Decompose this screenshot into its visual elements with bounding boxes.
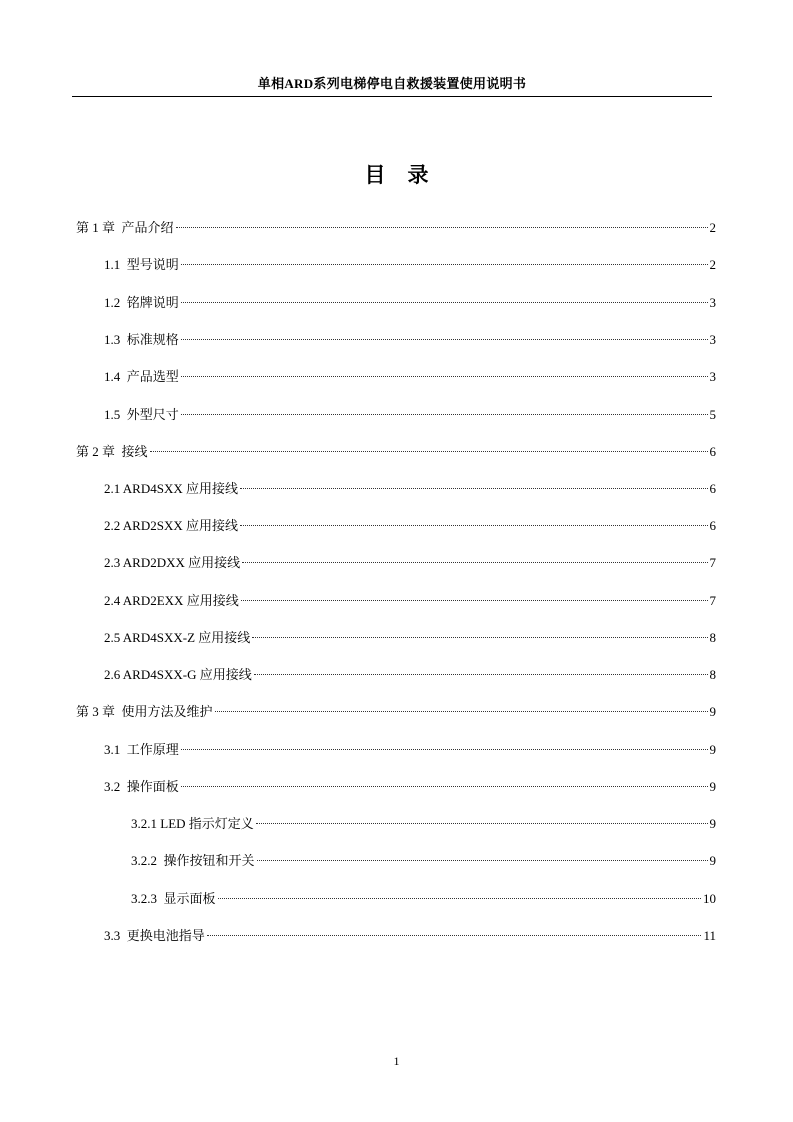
toc-entry-chapter-2[interactable] bbox=[76, 442, 716, 462]
toc-leader-dots bbox=[181, 786, 708, 787]
toc-leader-dots bbox=[181, 376, 708, 377]
toc-entry-label: 3.2.3 显示面板 bbox=[131, 891, 216, 906]
toc-entry-label: 第 1 章 产品介绍 bbox=[76, 220, 174, 235]
toc-leader-dots bbox=[150, 451, 708, 452]
toc-leader-dots bbox=[240, 488, 708, 489]
toc-leader-dots bbox=[176, 227, 708, 228]
toc-entry-chapter-3[interactable] bbox=[76, 702, 716, 722]
toc-entry-page: 9 bbox=[709, 779, 716, 794]
toc-entry-label: 2.4 ARD2EXX 应用接线 bbox=[104, 593, 239, 608]
toc-entry-page: 3 bbox=[709, 332, 716, 347]
toc-entry-label: 第 3 章 使用方法及维护 bbox=[76, 704, 213, 719]
toc-title: 目录 bbox=[364, 163, 451, 187]
toc-entry-label: 2.5 ARD4SXX-Z 应用接线 bbox=[104, 630, 251, 645]
toc-leader-dots bbox=[181, 749, 708, 750]
toc-entry-1-5[interactable] bbox=[104, 405, 716, 425]
toc-entry-label: 3.2.2 操作按钮和开关 bbox=[131, 853, 255, 868]
toc-leader-dots bbox=[242, 562, 707, 563]
toc-entry-label: 1.5 外型尺寸 bbox=[104, 407, 179, 422]
toc-entry-label: 1.2 铭牌说明 bbox=[104, 295, 179, 310]
toc-entry-3-2-1[interactable] bbox=[131, 814, 716, 834]
toc-leader-dots bbox=[240, 525, 708, 526]
toc-entry-1-4[interactable] bbox=[104, 367, 716, 387]
toc-leader-dots bbox=[181, 339, 708, 340]
toc-entry-3-2-3[interactable] bbox=[131, 889, 716, 909]
toc-leader-dots bbox=[207, 935, 702, 936]
toc-leader-dots bbox=[181, 414, 708, 415]
toc-entry-label: 1.4 产品选型 bbox=[104, 369, 179, 384]
toc-entry-page: 6 bbox=[709, 518, 716, 533]
toc-entry-3-2-2[interactable] bbox=[131, 851, 716, 871]
toc-entry-2-1[interactable] bbox=[104, 479, 716, 499]
toc-entry-page: 3 bbox=[709, 369, 716, 384]
toc-entry-label: 3.3 更换电池指导 bbox=[104, 928, 205, 943]
toc-entry-page: 6 bbox=[709, 444, 716, 459]
toc-entry-2-2[interactable] bbox=[104, 516, 716, 536]
toc-entry-1-3[interactable] bbox=[104, 330, 716, 350]
toc-leader-dots bbox=[241, 600, 708, 601]
toc-entry-page: 8 bbox=[709, 630, 716, 645]
toc-entry-label: 1.1 型号说明 bbox=[104, 257, 179, 272]
toc-leader-dots bbox=[257, 860, 708, 861]
toc-entry-2-4[interactable] bbox=[104, 591, 716, 611]
toc-entry-label: 2.6 ARD4SXX-G 应用接线 bbox=[104, 667, 252, 682]
toc-entry-label: 3.2 操作面板 bbox=[104, 779, 179, 794]
toc-leader-dots bbox=[181, 264, 708, 265]
page-header-title: 单相ARD系列电梯停电自救援装置使用说明书 bbox=[257, 76, 527, 91]
toc-entry-label: 3.1 工作原理 bbox=[104, 742, 179, 757]
toc-entry-page: 9 bbox=[709, 704, 716, 719]
toc-entry-page: 8 bbox=[709, 667, 716, 682]
footer-page-number: 1 bbox=[393, 1054, 400, 1068]
toc-entry-3-3[interactable] bbox=[104, 926, 716, 946]
toc-entry-page: 9 bbox=[709, 816, 716, 831]
toc-entry-chapter-1[interactable] bbox=[76, 218, 716, 238]
toc-leader-dots bbox=[252, 637, 707, 638]
toc-entry-label: 第 2 章 接线 bbox=[76, 444, 148, 459]
toc-entry-page: 11 bbox=[703, 928, 716, 943]
toc-leader-dots bbox=[181, 302, 708, 303]
toc-entry-page: 7 bbox=[709, 555, 716, 570]
toc-entry-page: 7 bbox=[709, 593, 716, 608]
toc-entry-2-6[interactable] bbox=[104, 665, 716, 685]
toc-entry-label: 2.1 ARD4SXX 应用接线 bbox=[104, 481, 238, 496]
toc-entry-1-1[interactable] bbox=[104, 255, 716, 275]
toc-entry-page: 9 bbox=[709, 742, 716, 757]
toc-entry-1-2[interactable] bbox=[104, 293, 716, 313]
toc-entry-label: 3.2.1 LED 指示灯定义 bbox=[131, 816, 254, 831]
toc-entry-page: 2 bbox=[709, 220, 716, 235]
toc-entry-3-2[interactable] bbox=[104, 777, 716, 797]
toc-entry-3-1[interactable] bbox=[104, 740, 716, 760]
toc-leader-dots bbox=[215, 711, 708, 712]
toc-entry-page: 3 bbox=[709, 295, 716, 310]
toc-entry-page: 5 bbox=[709, 407, 716, 422]
toc-entry-2-3[interactable] bbox=[104, 553, 716, 573]
toc-entry-2-5[interactable] bbox=[104, 628, 716, 648]
toc-leader-dots bbox=[256, 823, 708, 824]
toc-entry-page: 6 bbox=[709, 481, 716, 496]
toc-leader-dots bbox=[218, 898, 701, 899]
toc-leader-dots bbox=[254, 674, 708, 675]
toc-entry-label: 2.2 ARD2SXX 应用接线 bbox=[104, 518, 238, 533]
toc-entry-page: 10 bbox=[703, 891, 716, 906]
toc-entry-label: 1.3 标准规格 bbox=[104, 332, 179, 347]
toc-entry-page: 2 bbox=[709, 257, 716, 272]
toc-entry-page: 9 bbox=[709, 853, 716, 868]
toc-entry-label: 2.3 ARD2DXX 应用接线 bbox=[104, 555, 241, 570]
